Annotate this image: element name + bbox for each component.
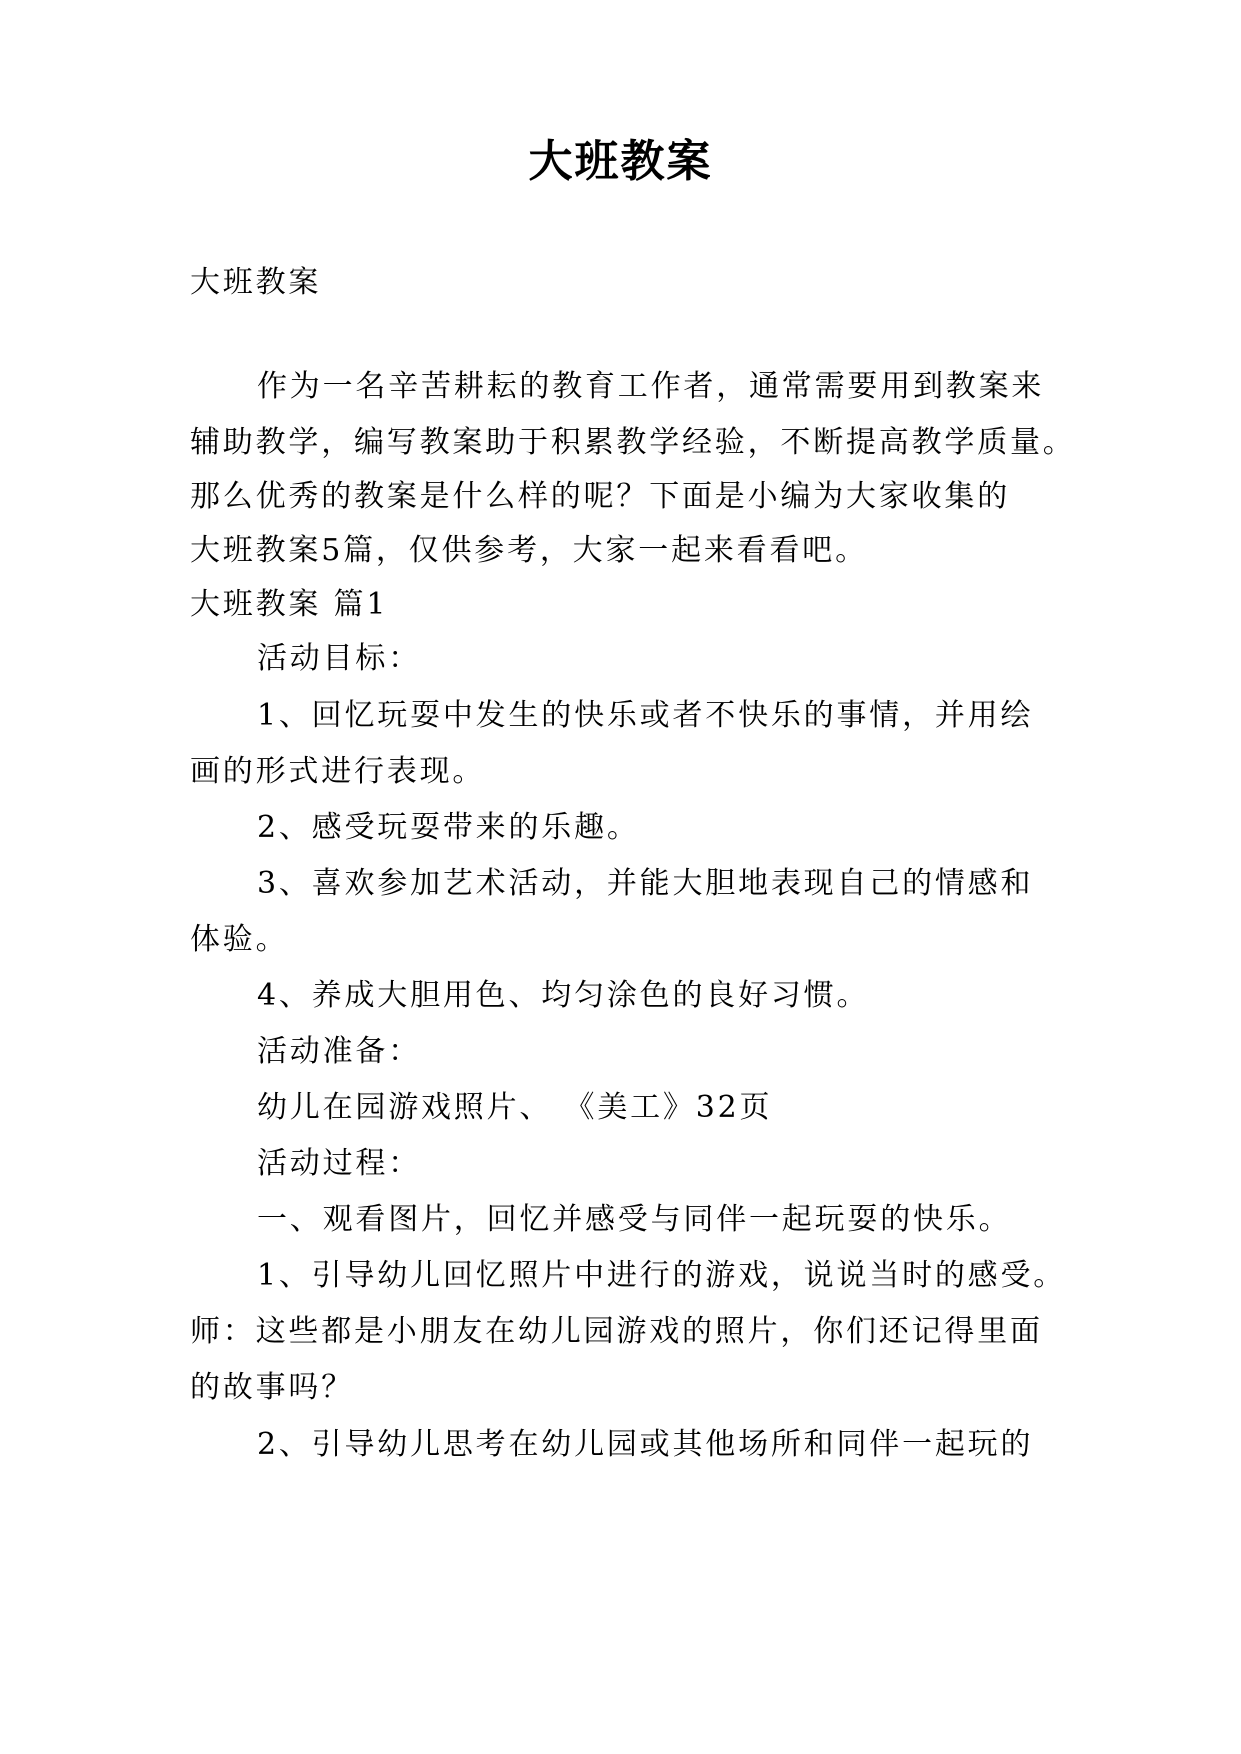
body-line: 幼儿在园游戏照片、 《美工》32页 xyxy=(257,1090,773,1125)
body-line: 作为一名辛苦耕耘的教育工作者，通常需要用到教案来 xyxy=(257,369,1045,404)
section-heading: 大班教案 篇1 xyxy=(190,587,389,622)
body-line: 2、引导幼儿思考在幼儿园或其他场所和同伴一起玩的 xyxy=(257,1427,1034,1462)
body-line: 大班教案5篇，仅供参考，大家一起来看看吧。 xyxy=(190,533,868,568)
body-line: 活动准备： xyxy=(257,1034,421,1069)
subtitle-line: 大班教案 xyxy=(190,265,322,300)
body-line: 2、感受玩耍带来的乐趣。 xyxy=(257,810,640,845)
body-line: 1、回忆玩耍中发生的快乐或者不快乐的事情，并用绘 xyxy=(257,698,1034,733)
document-title: 大班教案 xyxy=(528,136,713,187)
body-line: 体验。 xyxy=(190,922,289,957)
body-line: 辅助教学，编写教案助于积累教学经验，不断提高教学质量。 xyxy=(190,425,1076,460)
body-line: 那么优秀的教案是什么样的呢？下面是小编为大家收集的 xyxy=(190,479,1010,514)
body-line: 3、喜欢参加艺术活动，并能大胆地表现自己的情感和 xyxy=(257,866,1034,901)
body-line: 1、引导幼儿回忆照片中进行的游戏，说说当时的感受。 xyxy=(257,1258,1067,1293)
body-line: 的故事吗？ xyxy=(190,1370,354,1405)
body-line: 4、养成大胆用色、均匀涂色的良好习惯。 xyxy=(257,978,870,1013)
body-line: 画的形式进行表现。 xyxy=(190,754,486,789)
body-line: 活动目标： xyxy=(257,641,421,676)
body-line: 师：这些都是小朋友在幼儿园游戏的照片，你们还记得里面 xyxy=(190,1314,1043,1349)
body-line: 一、观看图片，回忆并感受与同伴一起玩耍的快乐。 xyxy=(257,1202,1012,1237)
body-line: 活动过程： xyxy=(257,1146,421,1181)
